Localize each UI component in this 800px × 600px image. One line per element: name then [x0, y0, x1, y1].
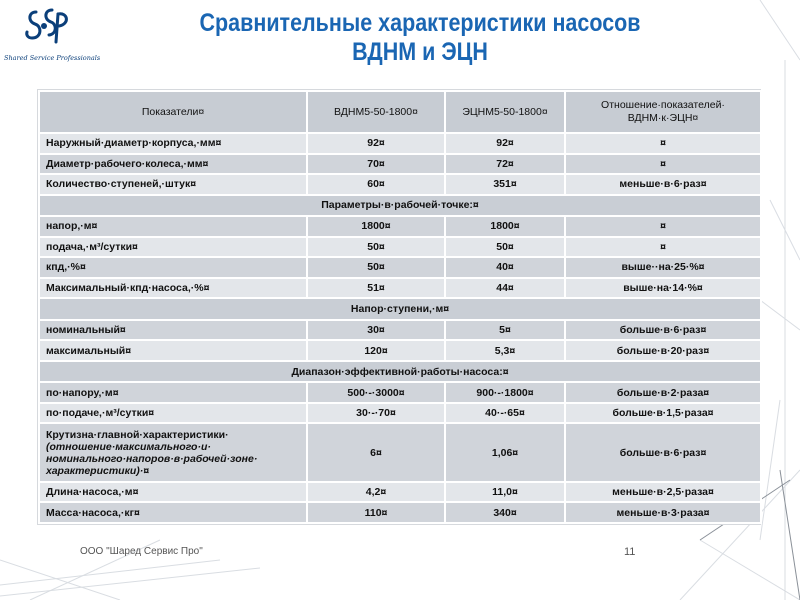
vdnm-value: 92¤ [307, 133, 445, 154]
vdnm-value: 60¤ [307, 174, 445, 195]
page-title [188, 9, 652, 67]
row-label-note: (отношение·максимального·и· номинального·напоров·в·рабочей·зоне· характеристики)·¤ [46, 440, 258, 477]
ratio-value: больше·в·20·раз¤ [565, 340, 761, 361]
ratio-value: ¤ [565, 133, 761, 154]
ratio-value: выше··на·25·%¤ [565, 257, 761, 278]
ecn-value: 11,0¤ [445, 482, 565, 503]
section-label: Параметры·в·рабочей·точке:¤ [39, 195, 761, 217]
ecn-value: 40·-·65¤ [445, 403, 565, 424]
ratio-value: ¤ [565, 216, 761, 237]
row-label: Длина·насоса,·м¤ [39, 482, 307, 503]
ecn-value: 900·-·1800¤ [445, 382, 565, 403]
table-row [39, 340, 761, 361]
row-label-main: Крутизна·главной·характеристики· [46, 428, 229, 441]
row-label [39, 423, 307, 481]
table-row [39, 237, 761, 258]
table-row [39, 257, 761, 278]
ratio-value: больше·в·1,5·раза¤ [565, 403, 761, 424]
page-number: 11 [624, 546, 636, 558]
vdnm-value: 4,2¤ [307, 482, 445, 503]
section-row [39, 298, 761, 320]
vdnm-value: 30·-·70¤ [307, 403, 445, 424]
table-row [39, 382, 761, 403]
ecn-value: 50¤ [445, 237, 565, 258]
table-row [39, 423, 761, 481]
table-row [39, 320, 761, 341]
table-row [39, 154, 761, 175]
ratio-value: выше·на·14·%¤ [565, 278, 761, 299]
row-label: по·напору,·м¤ [39, 382, 307, 403]
footer-company: ООО "Шаред Сервис Про" [80, 546, 203, 557]
row-label: максимальный¤ [39, 340, 307, 361]
ecn-value: 5¤ [445, 320, 565, 341]
table-body [39, 133, 761, 523]
row-label: Количество·ступеней,·штук¤ [39, 174, 307, 195]
logo-tagline: Shared Service Professionals [4, 54, 101, 62]
row-label: напор,·м¤ [39, 216, 307, 237]
ratio-value: меньше·в·3·раза¤ [565, 502, 761, 523]
table-row [39, 278, 761, 299]
ecn-value: 1,06¤ [445, 423, 565, 481]
table-row [39, 403, 761, 424]
ssp-logo-icon [22, 4, 72, 48]
ratio-value: ¤ [565, 154, 761, 175]
section-label: Диапазон·эффективной·работы·насоса:¤ [39, 361, 761, 383]
ratio-value: больше·в·2·раза¤ [565, 382, 761, 403]
section-label: Напор·ступени,·м¤ [39, 298, 761, 320]
header-ratio: Отношение·показателей· ВДНМ·к·ЭЦН¤ [565, 91, 761, 133]
row-label: подача,·м³/сутки¤ [39, 237, 307, 258]
company-logo [4, 4, 101, 68]
header-ecn: ЭЦНМ5-50-1800¤ [445, 91, 565, 133]
ecn-value: 72¤ [445, 154, 565, 175]
vdnm-value: 70¤ [307, 154, 445, 175]
vdnm-value: 1800¤ [307, 216, 445, 237]
ecn-value: 44¤ [445, 278, 565, 299]
title-line-2: ВДНМ и ЭЦН [352, 38, 488, 66]
ecn-value: 5,3¤ [445, 340, 565, 361]
row-label: кпд,·%¤ [39, 257, 307, 278]
ecn-value: 92¤ [445, 133, 565, 154]
vdnm-value: 50¤ [307, 257, 445, 278]
comparison-table-panel [37, 89, 761, 525]
ecn-value: 351¤ [445, 174, 565, 195]
table-row [39, 133, 761, 154]
table-row [39, 216, 761, 237]
table-row [39, 482, 761, 503]
vdnm-value: 6¤ [307, 423, 445, 481]
comparison-table [38, 90, 762, 524]
ratio-value: больше·в·6·раз¤ [565, 320, 761, 341]
ratio-value: ¤ [565, 237, 761, 258]
row-label: номинальный¤ [39, 320, 307, 341]
ecn-value: 40¤ [445, 257, 565, 278]
section-row [39, 361, 761, 383]
ratio-value: меньше·в·2,5·раза¤ [565, 482, 761, 503]
ecn-value: 340¤ [445, 502, 565, 523]
row-label: по·подаче,·м³/сутки¤ [39, 403, 307, 424]
table-row [39, 502, 761, 523]
row-label: Диаметр·рабочего·колеса,·мм¤ [39, 154, 307, 175]
vdnm-value: 110¤ [307, 502, 445, 523]
vdnm-value: 51¤ [307, 278, 445, 299]
vdnm-value: 30¤ [307, 320, 445, 341]
vdnm-value: 50¤ [307, 237, 445, 258]
ratio-value: меньше·в·6·раз¤ [565, 174, 761, 195]
row-label: Масса·насоса,·кг¤ [39, 502, 307, 523]
ratio-value: больше·в·6·раз¤ [565, 423, 761, 481]
table-row [39, 174, 761, 195]
header-indicator: Показатели¤ [39, 91, 307, 133]
vdnm-value: 500·-·3000¤ [307, 382, 445, 403]
ecn-value: 1800¤ [445, 216, 565, 237]
section-row [39, 195, 761, 217]
row-label: Максимальный·кпд·насоса,·%¤ [39, 278, 307, 299]
vdnm-value: 120¤ [307, 340, 445, 361]
header-vdnm: ВДНМ5-50-1800¤ [307, 91, 445, 133]
table-header-row [39, 91, 761, 133]
title-line-1: Сравнительные характеристики насосов [199, 9, 641, 37]
row-label: Наружный·диаметр·корпуса,·мм¤ [39, 133, 307, 154]
